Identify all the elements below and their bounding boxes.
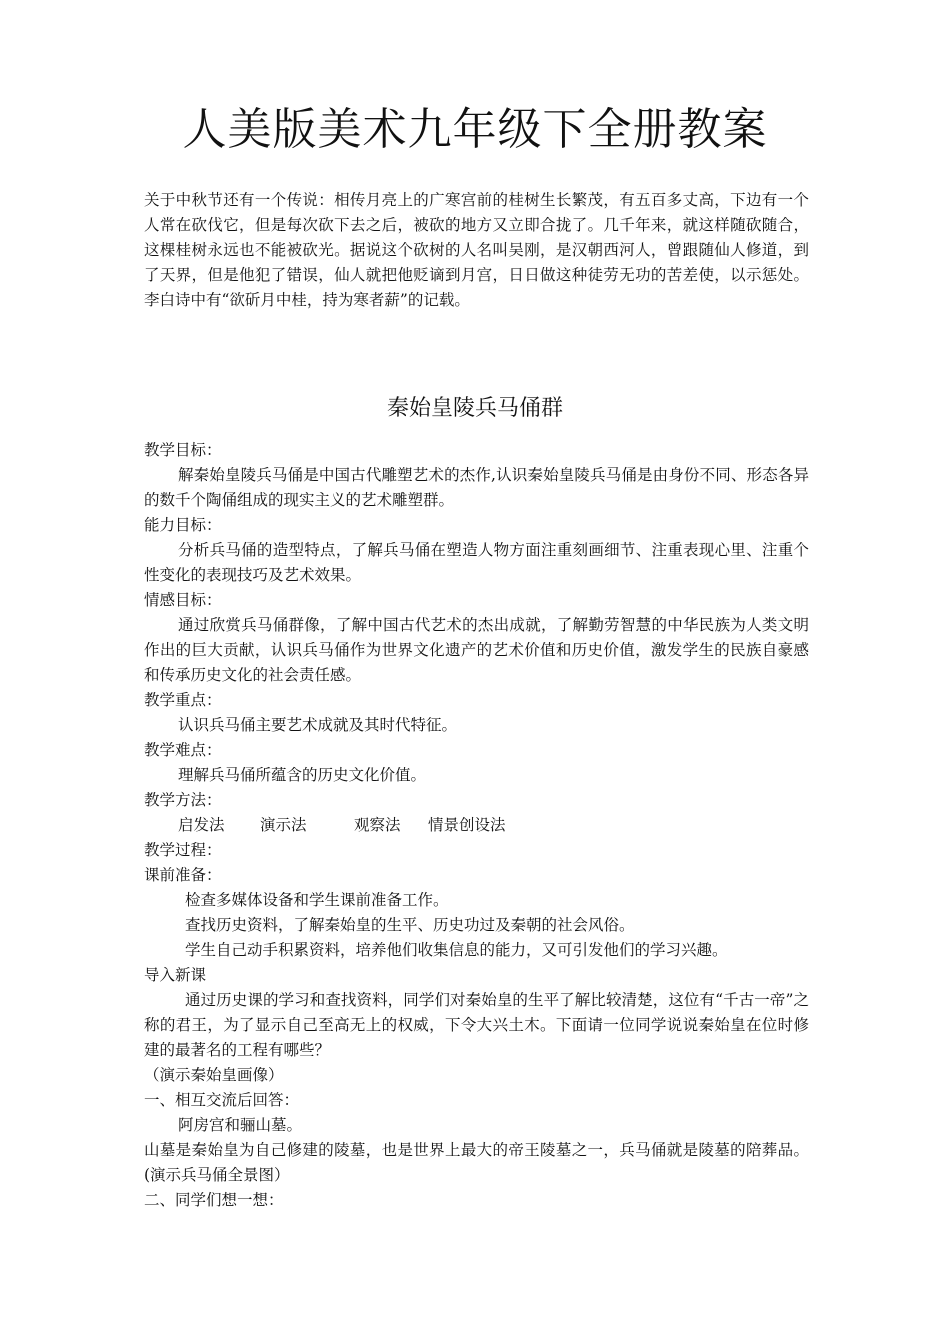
lesson-title: 秦始皇陵兵马俑群 [386,396,563,421]
step1-label: 一、相互交流后回答： [144,1091,300,1109]
document-title: 人美版美术九年级下全册教案 [182,104,768,155]
process-label: 教学过程： [144,841,222,859]
difficulty-text: 理解兵马俑所蕴含的历史文化价值。 [178,766,427,784]
prep-item: 查找历史资料，了解秦始皇的生平、历史功过及秦朝的社会风俗。 [185,916,635,934]
teaching-goal-text: 解秦始皇陵兵马俑是中国古代雕塑艺术的杰作,认识秦始皇陵兵马俑是由身份不同、形态各异的数千个陶俑组成的现实主义的艺术雕塑群。 [144,466,809,509]
intro-new-lesson-label: 导入新课 [144,966,207,984]
ability-goal-label: 能力目标： [144,516,222,534]
emotion-goal-label: 情感目标： [144,591,222,609]
prep-label: 课前准备： [144,866,222,884]
method-item: 情景创设法 [428,816,506,834]
demo-portrait-note: （演示秦始皇画像） [144,1066,284,1084]
key-point-text: 认识兵马俑主要艺术成就及其时代特征。 [178,716,458,734]
prep-item: 检查多媒体设备和学生课前准备工作。 [185,891,449,909]
intro-new-lesson-text: 通过历史课的学习和查找资料，同学们对秦始皇的生平了解比较清楚，这位有“千古一帝”之称的君王，为了显示自己至高无上的权威，下令大兴土木。下面请一位同学说说秦始皇在位时修建的最著名的工程有哪些？ [144,991,809,1059]
key-point-label: 教学重点： [144,691,222,709]
method-label: 教学方法： [144,791,222,809]
emotion-goal-text: 通过欣赏兵马俑群像，了解中国古代艺术的杰出成就，了解勤劳智慧的中华民族为人类文明作出的巨大贡献，认识兵马俑作为世界文化遗产的艺术价值和历史价值，激发学生的民族自豪感和传承历史文化的社会责任感。 [144,616,809,684]
teaching-goal-label: 教学目标： [144,441,222,459]
step1-text: 山墓是秦始皇为自己修建的陵墓，也是世界上最大的帝王陵墓之一，兵马俑就是陵墓的陪葬品。(演示兵马俑全景图） [144,1141,809,1184]
step1-answer: 阿房宫和骊山墓。 [178,1116,303,1134]
method-item: 启发法 [178,816,225,834]
difficulty-label: 教学难点： [144,741,222,759]
ability-goal-text: 分析兵马俑的造型特点，了解兵马俑在塑造人物方面注重刻画细节、注重表现心里、注重个性变化的表现技巧及艺术效果。 [144,541,809,584]
method-list [144,813,809,838]
intro-paragraph: 关于中秋节还有一个传说：相传月亮上的广寒宫前的桂树生长繁茂，有五百多丈高，下边有一个人常在砍伐它，但是每次砍下去之后，被砍的地方又立即合拢了。几千年来，就这样随砍随合，这棵桂树永远也不能被砍光。据说这个砍树的人名叫吴刚，是汉朝西河人，曾跟随仙人修道，到了天界，但是他犯了错误，仙人就把他贬谪到月宫，日日做这种徒劳无功的苦差使，以示惩处。李白诗中有“欲斫月中桂，持为寒者薪”的记载。 [144,191,809,309]
method-item: 演示法 [260,816,307,834]
method-item: 观察法 [354,816,401,834]
lesson-body [144,438,809,1213]
prep-item: 学生自己动手积累资料，培养他们收集信息的能力，又可引发他们的学习兴趣。 [185,941,728,959]
step2-label: 二、同学们想一想： [144,1191,284,1209]
